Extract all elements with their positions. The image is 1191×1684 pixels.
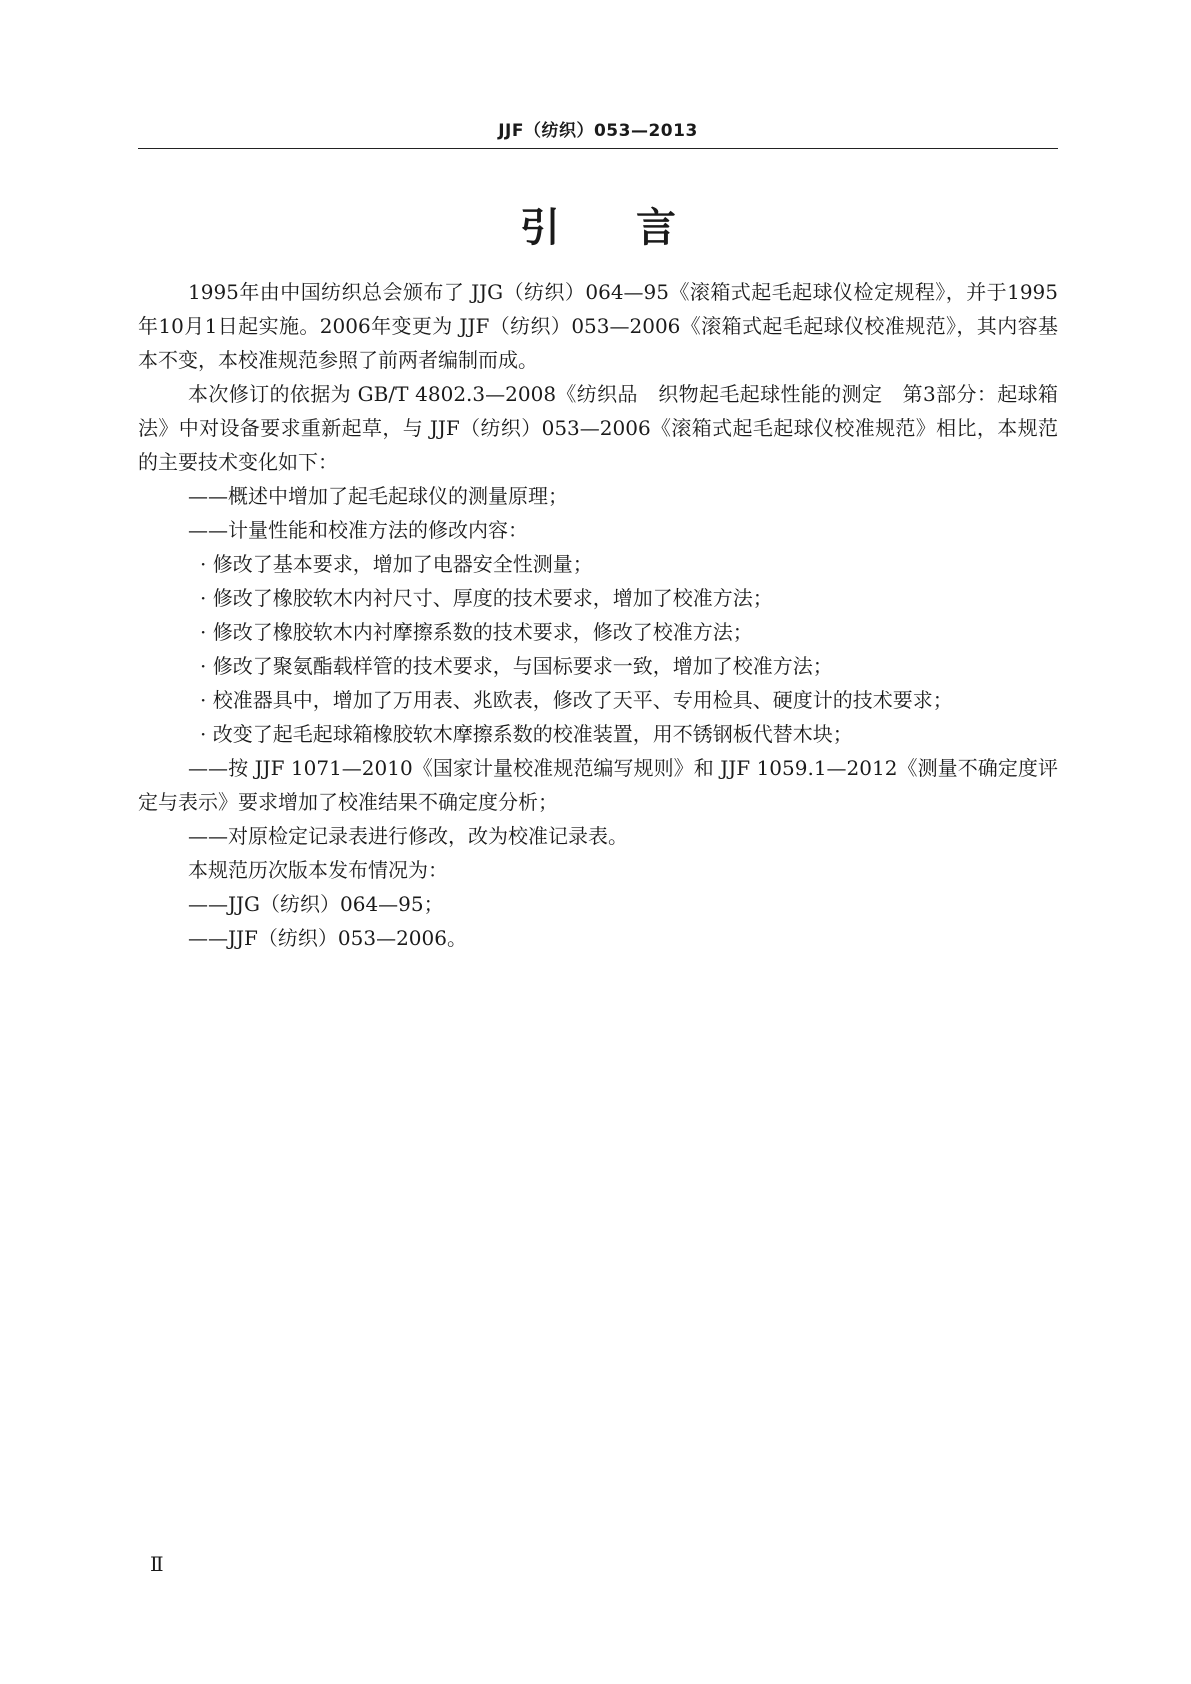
paragraph-history: 1995年由中国纺织总会颁布了 JJG（纺织）064—95《滚箱式起毛起球仪检定规程》，并于1995年10月1日起实施。2006年变更为 JJF（纺织）053—2006《滚箱式起毛起球仪校准规范》，其内容基本不变，本校准规范参照了前两者编制而成。: [138, 280, 1058, 372]
bullet-item: · 校准器具中，增加了万用表、兆欧表，修改了天平、专用检具、硬度计的技术要求；: [200, 688, 953, 712]
bullet-item: · 修改了橡胶软木内衬摩擦系数的技术要求，修改了校准方法；: [200, 620, 753, 644]
change-item-uncertainty: ——按 JJF 1071—2010《国家计量校准规范编写规则》和 JJF 1059.1—2012《测量不确定度评定与表示》要求增加了校准结果不确定度分析；: [138, 756, 1058, 814]
bullet-item: · 修改了基本要求，增加了电器安全性测量；: [200, 552, 593, 576]
bullet-item: · 修改了橡胶软木内衬尺寸、厚度的技术要求，增加了校准方法；: [200, 586, 773, 610]
version-item: ——JJF（纺织）053—2006。: [188, 926, 467, 950]
paragraph-version-history: 本规范历次版本发布情况为：: [188, 858, 448, 882]
bullet-item: · 修改了聚氨酯载样管的技术要求，与国标要求一致，增加了校准方法；: [200, 654, 833, 678]
change-item-metrology: ——计量性能和校准方法的修改内容：: [188, 518, 528, 542]
section-title: 引言: [520, 205, 752, 251]
page-number: Ⅱ: [150, 1552, 164, 1576]
bullet-item: · 改变了起毛起球箱橡胶软木摩擦系数的校准装置，用不锈钢板代替木块；: [200, 722, 853, 746]
change-item-record: ——对原检定记录表进行修改，改为校准记录表。: [188, 824, 628, 848]
header-rule: [138, 148, 1058, 149]
change-item-principle: ——概述中增加了起毛起球仪的测量原理；: [188, 484, 568, 508]
version-item: ——JJG（纺织）064—95；: [188, 892, 444, 916]
body-content: [138, 275, 1058, 955]
paragraph-revision-basis: 本次修订的依据为 GB/T 4802.3—2008《纺织品 织物起毛起球性能的测定 第3部分：起球箱法》中对设备要求重新起草，与 JJF（纺织）053—2006《滚箱式起毛起球仪校准规范》相比，本规范的主要技术变化如下：: [138, 382, 1058, 474]
document-header-code: JJF（纺织）053—2013: [498, 121, 698, 141]
